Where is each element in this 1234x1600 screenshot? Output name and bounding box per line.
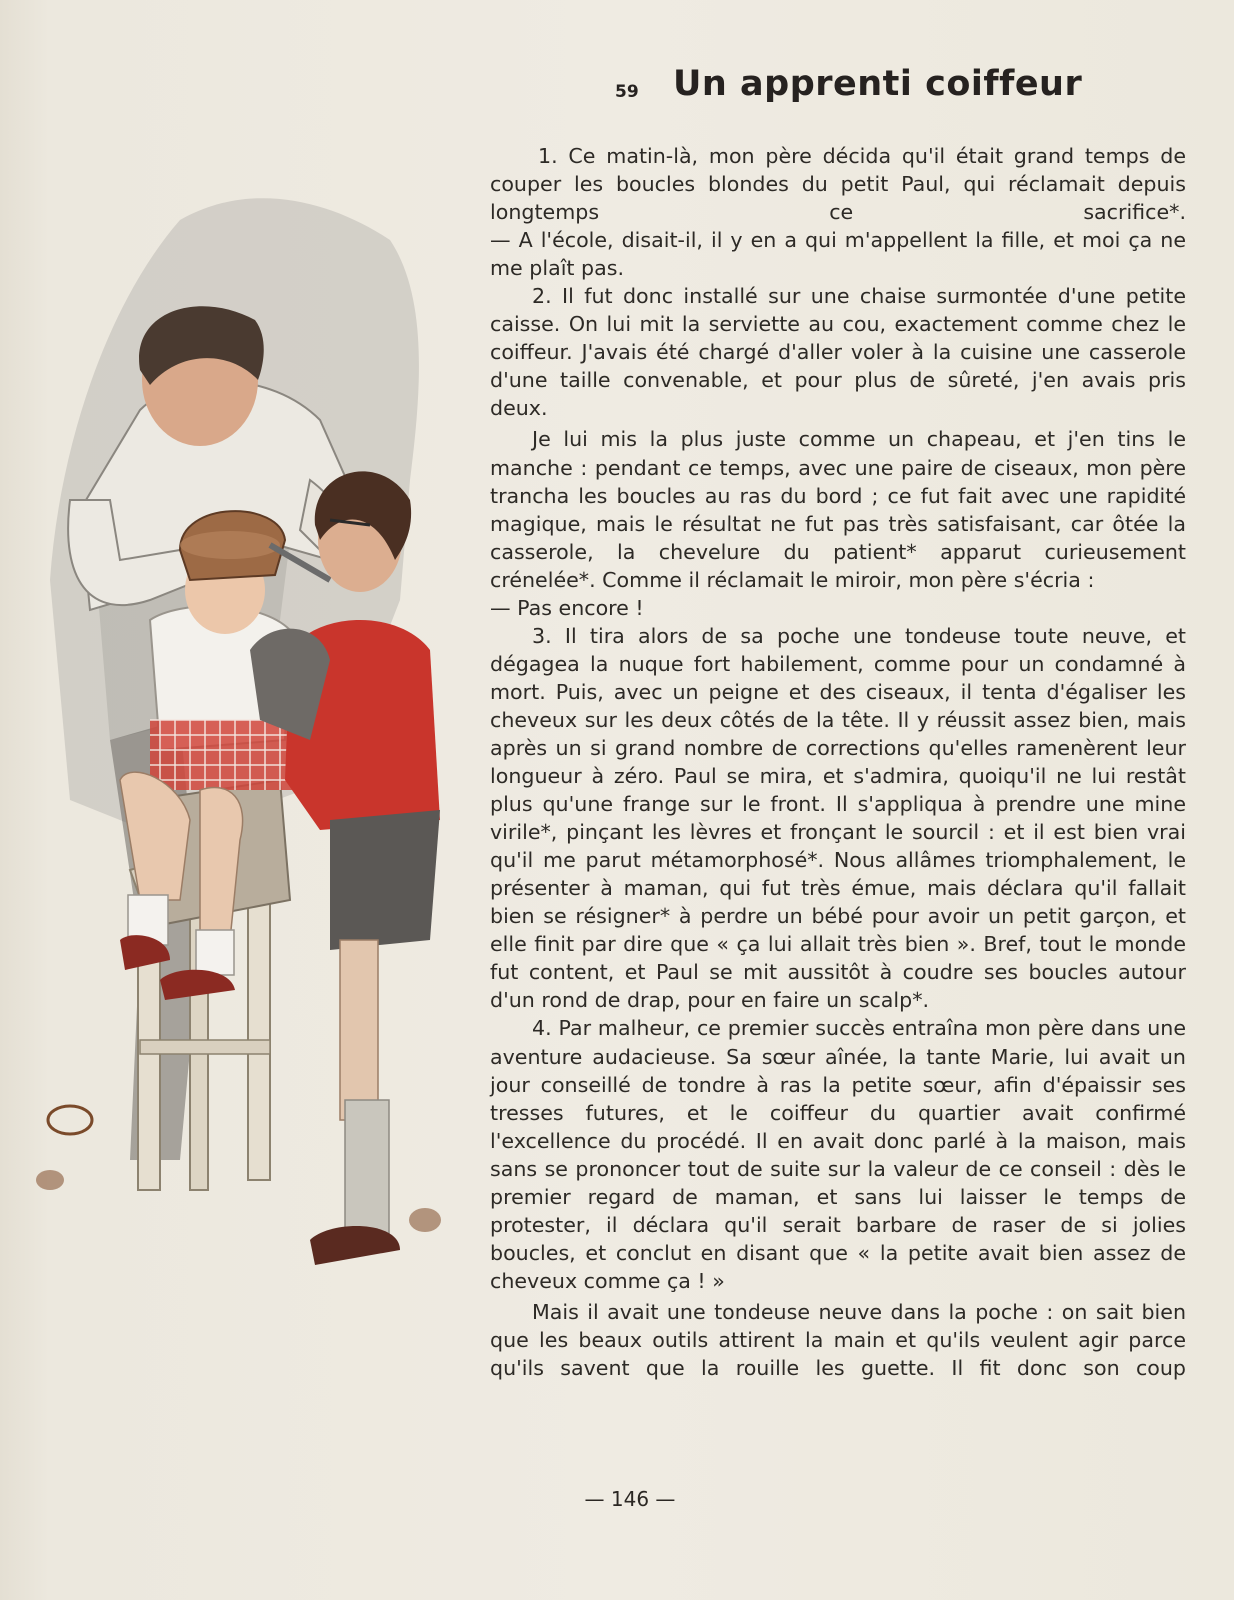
chapter-title: Un apprenti coiffeur — [673, 64, 1083, 104]
paragraph-saucepan: Je lui mis la plus juste comme un chapeau, et j'en tins le manche : pendant ce temps, avec une paire de ciseaux, mon père trancha les boucles au ras du bord ; ce fut fait avec une rapidité magique, mais le résultat ne fut pas très satisfaisant, car ôtée la casserole, la chevelure du patient* apparut curieusement crénelée*. Comme il réclamait le miroir, mon père s'écria : — [490, 427, 1186, 592]
page-header — [615, 64, 1175, 124]
paragraph-2: 2. Il fut donc installé sur une chaise surmontée d'une petite caisse. On lui mit la serviette au cou, exactement comme chez le coiffeur. J'avais été chargé d'aller voler à la cuisine une casserole d'une taille convenable, et pour plus de sûreté, j'en avais pris deux. — [490, 284, 1186, 421]
paragraph-1: 1. Ce matin-là, mon père décida qu'il était grand temps de couper les boucles blondes du petit Paul, qui réclamait depuis longtemps ce sacrifice*. — [490, 144, 1186, 225]
paragraph-4: 4. Par malheur, ce premier succès entraîna mon père dans une aventure audacieuse. Sa sœur aînée, la tante Marie, lui avait un jour conseillé de tondre à ras la petite sœur, afin d'épaissir ses tresses futures, et le coiffeur du quartier avait confirmé l'excellence du procédé. Il en avait donc parlé à la maison, mais sans se prononcer tout de suite sur la valeur de ce conseil : dès le premier regard de maman, et sans lui laisser le temps de protester, il déclara qu'il serait barbare de raser de si jolies boucles, et conclut en disant que « la petite avait bien assez de cheveux comme ça ! » — [490, 1016, 1186, 1293]
page-number: — 146 — — [584, 1487, 676, 1511]
story-text — [490, 142, 1186, 1382]
paragraph-dialogue-2: — Pas encore ! — [490, 595, 644, 620]
paragraph-3: 3. Il tira alors de sa poche une tondeuse toute neuve, et dégagea la nuque fort habilement, comme pour un condamné à mort. Puis, avec un peigne et des ciseaux, il tenta d'égaliser les cheveux sur les deux côtés de la tête. Il y réussit assez bien, mais après un si grand nombre de corrections qu'elles ramenèrent leur longueur à zéro. Paul se mira, et s'admira, quoiqu'il ne lui restât plus qu'une frange sur le front. Il s'appliqua à prendre une mine virile*, pinçant les lèvres et fronçant le sourcil : et il est bien vrai qu'il me parut métamorphosé*. Nous allâmes triomphalement, le présenter à maman, qui fut très émue, mais déclara qu'il fallait bien se résigner* à perdre un bébé pour avoir un petit garçon, et elle finit par dire que « ça lui allait très bien ». Bref, tout le monde fut content, et Paul se mit aussitôt à coudre ses boucles autour d'un rond de drap, pour en faire un scalp*. — [490, 623, 1186, 1013]
haircut-illustration — [30, 180, 450, 1310]
lesson-number: 59 — [615, 82, 639, 102]
paragraph-clippers: Mais il avait une tondeuse neuve dans la poche : on sait bien que les beaux outils attirent la main et qu'ils veulent agir parce qu'ils savent que la rouille les guette. Il fit donc son coup — [490, 1299, 1186, 1381]
paragraph-dialogue-1: — A l'école, disait-il, il y en a qui m'appellent la fille, et moi ça ne me plaît pas. — [490, 228, 1186, 281]
